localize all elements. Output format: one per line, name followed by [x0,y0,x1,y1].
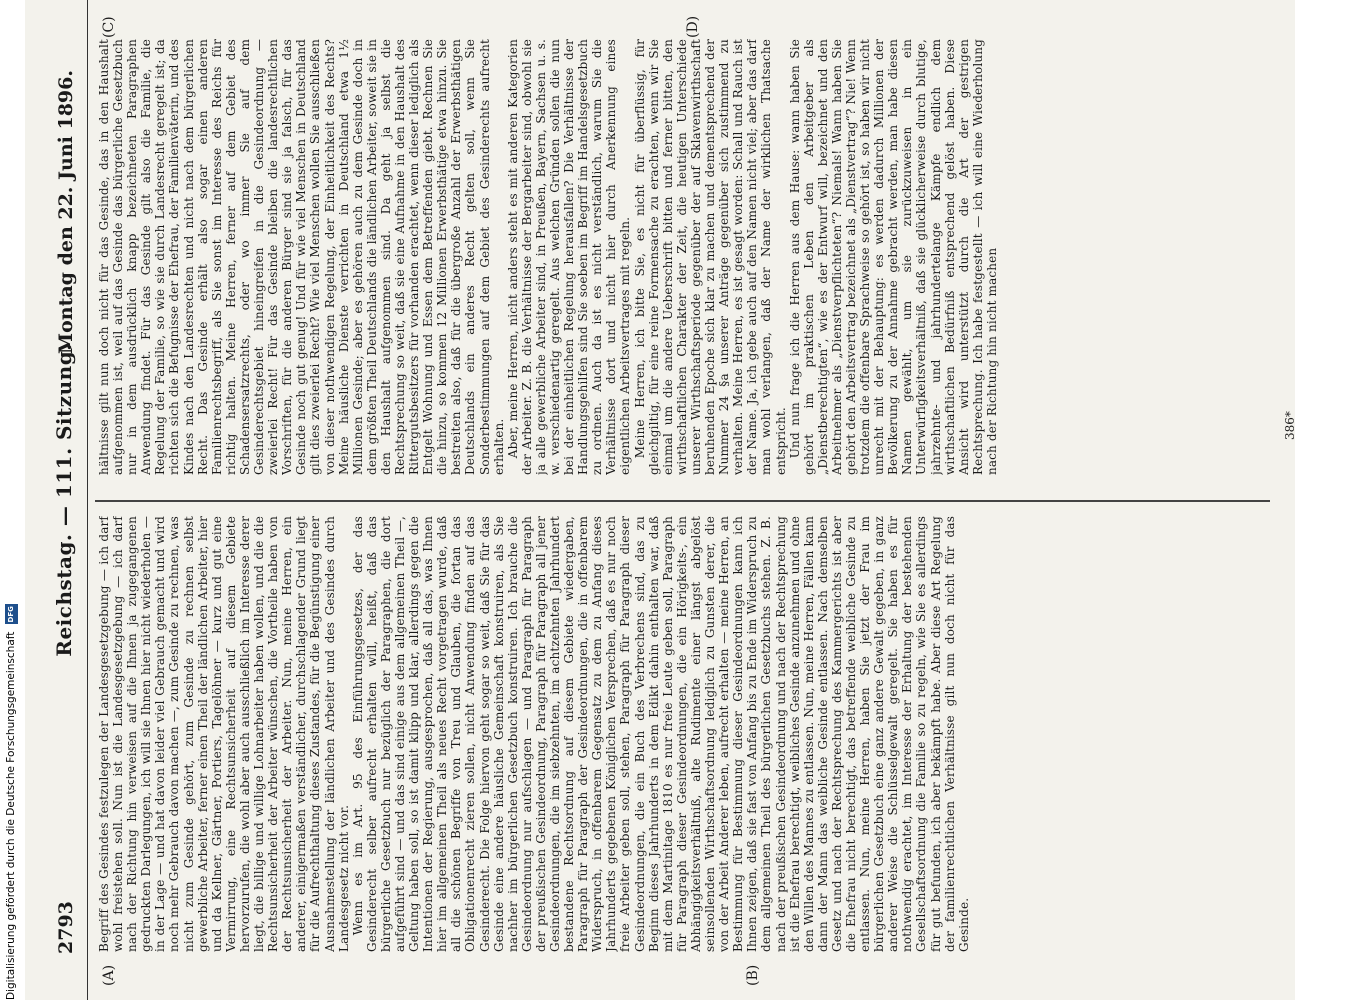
section-marker-b: (B) [745,964,761,986]
paragraph: Meine Herren, ich bitte Sie, es nicht für überflüssig, für gleichgiltig, für eine reine Formensache zu erachten, wenn wir Sie einmal um die andere Ueberschrift bitten und ferner bitten, den wirthschaftlichen Charakter der Zeit, die heutigen Unterschiede unserer Wirthschaftsperiode gegenüber der auf Sklavenwirthschaft beruhenden Epoche sich klar zu machen und dementsprechend der Nummer 24 §a unserer Anträge gegenüber sich zustimmend zu verhalten. Meine Herren, es ist gesagt worden: Schall und Rauch ist der Name. Ja, ich gebe auch auf den Namen nicht viel; aber das darf man wohl verlangen, daß der Name der wirklichen Thatsache entspricht. [632,39,788,475]
paragraph: Begriff des Gesindes festzulegen der Landesgesetzgebung — ich darf wohl freistehen soll. Nun ist die Landesgesetzgebung — ich darf nach der Richtung hin verweisen auf die Ihnen ja zugegangenen gedruckten Darlegungen, ich will sie Ihnen hier nicht wiederholen — in der Lage — und hat davon leider viel Gebrauch gemacht und wird noch mehr Gebrauch davon machen —, zum Gesinde zu rechnen, was nicht zum Gesinde gehört, zum Gesinde zu rechnen selbst gewerbliche Arbeiter, ferner einen Theil der ländlichen Arbeiter, hier und da Kellner, Gärtner, Portiers, Tagelöhner — kurz und gut eine Vermirrung, eine Rechtsunsicherheit auf diesem Gebiete hervorzurufen, die wohl aber auch ausschließlich im Interesse derer liegt, die billige und willige Lohnarbeiter haben wollen, und die die Rechtsunsicherheit der Arbeiter wünschen, die Vortheile haben von der Rechtsunsicherheit der Arbeiter. Nun, meine Herren, ein anderer, einigermaßen verständlicher, durchschlagender Grund liegt für die Aufrechthaltung dieses Zustandes, für die Begünstigung einer Ausnahmestellung der ländlichen Arbeiter und des Gesindes durch Landesgesetz nicht vor. [97,516,351,952]
paragraph: Und nun frage ich die Herren aus dem Hause: wann haben Sie gehört im praktischen Leben den Arbeitgeber als „Dienstberechtigten“, wie es der Entwurf will, bezeichnet und den Arbeitnehmer als „Dienstverpflichteten“? Niemals! Wann haben Sie gehört den Arbeitsvertrag bezeichnet als „Dienstvertrag“? Nie! Wenn trotzdem die offenbare Sprachweise so gehört ist, so haben wir nicht unrecht mit der Behauptung: es werden dadurch Millionen der Bevölkerung zu der Annahme gebracht werden, man habe diesen Namen gewählt, um sie zurückzuweisen in ein Unterwürfigkeitsverhältniß, daß sie glücklicherweise durch blutige, jahrzehnte- und jahrhundertelange Kämpfe endlich dem wirthschaftlichen Bedürfniß entsprechend gelöst haben. Diese Ansicht wird unterstützt durch die Art der gestrigen Rechtsprechung. Ich habe festgestellt — ich will eine Wiederholung nach der Richtung hin nicht machen [787,39,999,475]
column-divider [95,501,1270,503]
paragraph: Wenn es im Art. 95 des Einführungsgesetzes, der das Gesinderecht selber aufrecht erhalten will, heißt, daß das bürgerliche Gesetzbuch nur bezüglich der Paragraphen, die dort aufgeführt sind — und das sind einige aus dem allgemeinen Theil —, Geltung haben soll, so ist damit klipp und klar, allerdings gegen die Intentionen der Regierung, ausgesprochen, daß all das, was Ihnen hier im allgemeinen Theil als neues Recht vorgetragen wurde, daß all die schönen Begriffe von Treu und Glauben, die fortan das Obligationenrecht zieren sollen, nicht Anwendung finden auf das Gesinderecht. Die Folge hiervon geht sogar so weit, daß Sie für das Gesinde eine andere häusliche Gemeinschaft konstruiren, als Sie nachher im bürgerlichen Gesetzbuch konstruiren. Ich brauche die Gesindeordnung nur aufschlagen — und Paragraph für Paragraph der preußischen Gesindeordnung, Paragraph für Paragraph all jener Gesindeordnungen, die im siebzehnten, im achtzehnten Jahrhundert bestandene Rechtsordnung auf diesem Gebiete wiedergaben, Paragraph für Paragraph der Gesindeordnungen, die in offenbarem Widerspruch, in offenbarem Gegensatz zu dem zu Anfang dieses Jahrhunderts gegebenen Königlichen Versprechen, daß es nur noch freie Arbeiter geben soll, stehen, Paragraph für Paragraph dieser Gesindeordnungen, die ein Buch des Verbrechens sind, das zu Beginn dieses Jahrhunderts in dem Edikt dahin enthalten war, daß mit dem Martinitage 1810 es nur freie Leute geben soll, Paragraph für Paragraph dieser Gesindeordnungen, die ein Hörigkeits-, ein Abhängigkeitsverhältniß, alte Rudimente einer längst abgelöst seinsollenden Wirthschaftsordnung lediglich zu Gunsten derer, die von der Arbeit Anderer leben, aufrecht erhalten — meine Herren, an Bestimmung für Bestimmung dieser Gesindeordnungen kann ich Ihnen zeigen, daß sie fast von Anfang bis zu Ende im Widerspruch zu dem allgemeinen Theil des bürgerlichen Gesetzbuchs stehen. Z. B. nach der preußischen Gesindeordnung und nach der Rechtsprechung ist die Ehefrau berechtigt, weibliches Gesinde anzunehmen und ohne den Willen des Mannes zu entlassen. Nun, meine Herren, Fällen kann dann der Mann das weibliche Gesinde entlassen. Nach demselben Gesetz und nach der Rechtsprechung des Kammergerichts ist aber die Ehefrau nicht berechtigt, das betreffende weibliche Gesinde zu entlassen. Nun, meine Herren, haben Sie jetzt der Frau im bürgerlichen Gesetzbuch eine ganz andere Gewalt gegeben, in ganz anderer Weise die Schlüsselgewalt geregelt. Sie haben es für nothwendig erachtet, im Interesse der Erhaltung der bestehenden Gesellschaftsordnung die Familie so zu regeln, wie Sie es allerdings für gut befunden, ich aber bekämpft habe. Aber diese Art Regelung der familienrechtlichen Verhältnisse gilt nun doch nicht für das Gesinde. [350,516,971,952]
right-column [97,39,1207,475]
digitization-credit [2,15,20,1000]
page-header [25,0,88,1000]
footer-page-note: 386* [1283,411,1297,440]
page-title: Reichstag. — 111. Sitzung. [52,343,76,657]
section-marker-d: (D) [685,15,701,38]
left-column [97,516,1207,952]
page-sheet [25,0,1295,1000]
section-marker-c: (C) [101,16,117,38]
paragraph: hältnisse gilt nun doch nicht für das Gesinde, das in den Haushalt aufgenommen ist, weil auf das Gesinde das bürgerliche Gesetzbuch nur in dem ausdrücklich knapp bezeichneten Paragraphen Anwendung findet. Für das Gesinde gilt also die Familie, die Regelung der Familie, so wie sie durch Landesrecht geregelt ist; da richten sich die Befugnisse der Ehefrau, der Familienväterin, und des Kindes nach den Landesrechten und nicht nach dem bürgerlichen Recht. Das Gesinde erhält also sogar einen anderen Familienrechtsbegriff, als Sie sonst im Interesse des Reichs für richtig halten. Meine Herren, ferner auf dem Gebiet des Schadensersatzrechts, oder wo immer Sie auf dem Gesinderechtsgebiet hineingreifen in die Gesindeordnung — zweierlei Recht! Für das Gesinde bleiben die landesrechtlichen Vorschriften, für die anderen Bürger sind sie ja falsch, für das Gesinde noch gut genug! Und für wie viel Menschen in Deutschland gilt dies zweierlei Recht? Wie viel Menschen wollen Sie ausschließen von dieser nothwendigen Regelung, der Einheitlichkeit des Rechts? Meine häusliche Dienste verrichten in Deutschland etwa 1½ Millionen Gesinde; aber es gehören auch zu dem Gesinde doch in dem größten Theil Deutschlands die ländlichen Arbeiter, soweit sie in den Haushalt aufgenommen sind. Da geht ja selbst die Rechtsprechung so weit, daß sie eine Aufnahme in den Haushalt des Rittergutsbesitzers für vorhanden erachtet, wenn dieser lediglich als Entgelt Wohnung und Essen dem Betreffenden giebt. Rechnen Sie die hinzu, so kommen 12 Millionen Erwerbsthätige etwa hinzu. Sie bestreiten also, daß für die übergroße Anzahl der Erwerbsthätigen Deutschlands ein anderes Recht gelten soll, wenn Sie Sonderbestimmungen auf dem Gebiet des Gesinderechts aufrecht erhalten. [97,39,506,475]
page-number: 2793 [55,901,77,954]
section-marker-a: (A) [101,964,117,986]
paragraph: Aber, meine Herren, nicht anders steht es mit anderen Kategorien der Arbeiter. Z. B. die Verhältnisse der Bergarbeiter sind, obwohl sie ja alle gewerbliche Arbeiter sind, in Preußen, Bayern, Sachsen u. s. w. verschiedenartig geregelt. Aus welchen Gründen sollen die nun bei der einheitlichen Regelung herausfallen? Die Verhältnisse der Handlungsgehilfen sind Sie soeben im Begriff im Handelsgesetzbuch zu ordnen. Auch da ist es nicht verständlich, warum Sie die Verhältnisse dort und nicht hier durch Anerkennung eines eigentlichen Arbeitsvertrages mit regeln. [505,39,633,475]
session-date: Montag den 22. Juni 1896. [55,70,77,354]
digitization-strip [0,0,22,1000]
digitization-credit-text: Digitalisierung gefördert durch die Deutsche Forschungsgemeinschaft [5,631,17,1000]
dfg-logo-icon: DFG [5,604,18,624]
